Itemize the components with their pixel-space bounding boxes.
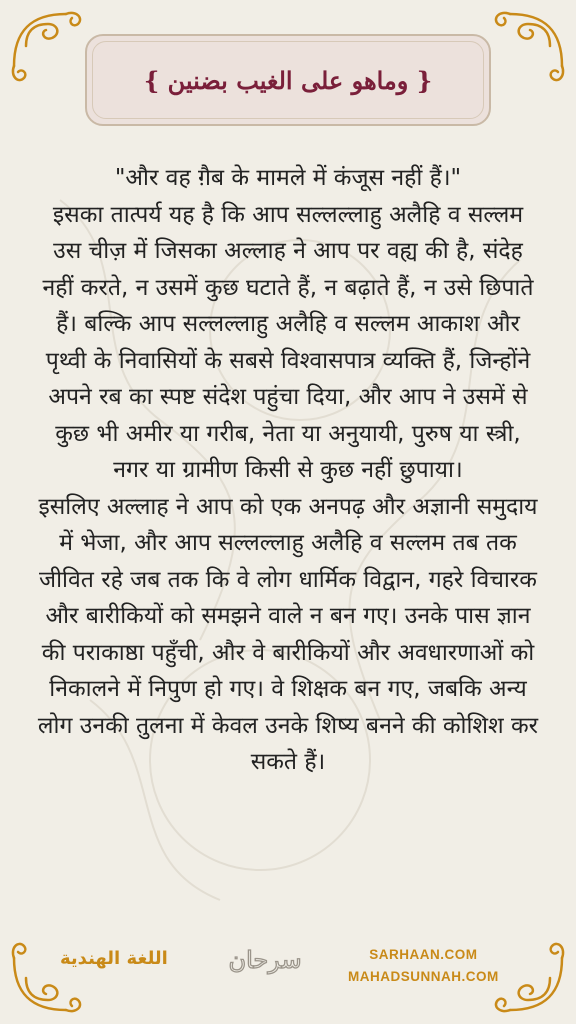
site-link-mahadsunnah[interactable]: MAHADSUNNAH.COM <box>348 969 499 984</box>
sarhaan-logo <box>200 940 330 980</box>
body-text: "और वह ग़ैब के मामले में कंजूस नहीं हैं।" इसका तात्पर्य यह है कि आप सल्लल्लाहु अलैहि व सल्लम उस चीज़ में जिसका अल्लाह ने आप पर वह्य की है, संदेह नहीं करते, न उसमें कुछ घटाते हैं, न बढ़ाते हैं, न उसे छिपाते हैं। बल्कि आप सल्लल्लाहु अलैहि व सल्लम आकाश और पृथ्वी के निवासियों के सबसे विश्वासपात्र व्यक्ति हैं, जिन्होंने अपने रब का स्पष्ट संदेश पहुंचा दिया, और आप ने उसमें से कुछ भी अमीर या गरीब, नेता या अनुयायी, पुरुष या स्त्री, नगर या ग्रामीण किसी से कुछ नहीं छुपाया। इसलिए अल्लाह ने आप को एक अनपढ़ और अज्ञानी समुदाय में भेजा, और आप सल्लल्लाहु अलैहि व सल्लम तब तक जीवित रहे जब तक कि वे लोग धार्मिक विद्वान, गहरे विचारक और बारीकियों को समझने वाले न बन गए। उनके पास ज्ञान की पराकाष्ठा पहुँची, और वे बारीकियों और अवधारणाओं को निकालने में निपुण हो गए। वे शिक्षक बन गए, जबकि अन्य लोग उनकी तुलना में केवल उनके शिष्य बनने की कोशिश कर सकते हैं। <box>37 165 539 775</box>
corner-ornament-top-right <box>480 6 570 96</box>
title-banner <box>85 34 491 126</box>
page-title: { وماهو على الغيب بضنين } <box>143 66 433 95</box>
site-link-sarhaan[interactable]: SARHAAN.COM <box>369 947 478 962</box>
logo-text: سرحان <box>228 946 302 974</box>
corner-ornament-bottom-left <box>6 928 96 1018</box>
website-links <box>348 944 499 988</box>
corner-ornament-top-left <box>6 6 96 96</box>
language-label: اللغة الهندية <box>60 948 168 969</box>
